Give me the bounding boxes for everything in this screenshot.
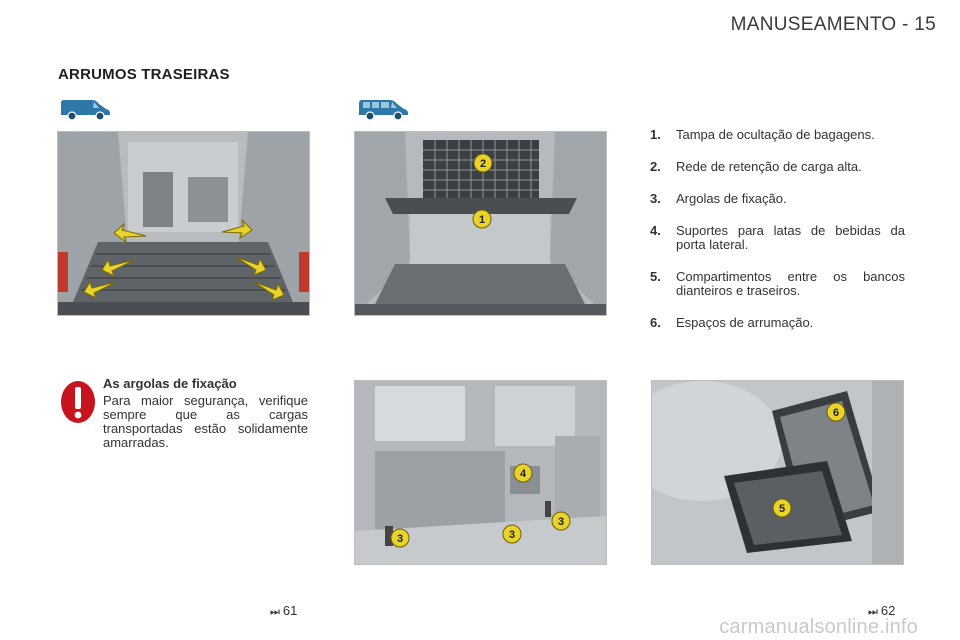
legend-item <box>650 192 905 206</box>
legend-number: 5. <box>650 269 661 284</box>
callout-label: 6 <box>832 407 840 419</box>
warning-title: As argolas de fixação <box>103 376 237 391</box>
legend-item <box>650 128 905 142</box>
legend-number: 2. <box>650 159 661 174</box>
callout-label: 4 <box>519 468 527 480</box>
warning-note <box>103 377 308 450</box>
callout-2 <box>473 153 493 178</box>
callout-label: 2 <box>479 158 487 170</box>
page-reference-left[interactable] <box>270 603 297 619</box>
legend-number: 4. <box>650 223 661 238</box>
callout-label: 1 <box>478 214 486 226</box>
callout-4 <box>513 463 533 488</box>
watermark: carmanualsonline.info <box>719 616 918 638</box>
legend-text: Suportes para latas de bebidas da porta lateral. <box>676 223 905 252</box>
legend-list <box>650 128 905 348</box>
van-icon <box>58 96 114 122</box>
callout-3c <box>551 511 571 536</box>
legend-number: 6. <box>650 315 661 330</box>
legend-text: Espaços de arrumação. <box>676 315 814 330</box>
legend-text: Rede de retenção de carga alta. <box>676 159 862 174</box>
callout-6 <box>826 402 846 427</box>
callout-3b <box>502 524 522 549</box>
legend-text: Argolas de fixação. <box>676 191 787 206</box>
page-ref-number: 62 <box>880 603 896 618</box>
legend-item <box>650 224 905 252</box>
legend-number: 3. <box>650 191 661 206</box>
legend-text: Tampa de ocultação de bagagens. <box>676 127 875 142</box>
callout-label: 3 <box>557 516 565 528</box>
exclamation-icon <box>60 380 96 424</box>
section-title: ARRUMOS TRASEIRAS <box>58 66 230 83</box>
callout-1 <box>472 209 492 234</box>
legend-item <box>650 160 905 174</box>
page-ref-number: 61 <box>282 603 298 618</box>
warning-text: Para maior segurança, verifique sempre que as cargas transportadas estão solidamente amarradas. <box>103 393 308 450</box>
passenger-van-icon <box>356 96 412 122</box>
cargo-floor-photo <box>57 131 310 316</box>
callout-label: 3 <box>508 529 516 541</box>
callout-label: 5 <box>778 503 786 515</box>
storage-compartment-photo <box>651 380 904 565</box>
legend-item <box>650 316 905 330</box>
legend-item <box>650 270 905 298</box>
skip-forward-icon: ⏭ <box>868 606 878 618</box>
callout-label: 3 <box>396 533 404 545</box>
page-title: MANUSEAMENTO - 15 <box>730 14 936 35</box>
callout-5 <box>772 498 792 523</box>
legend-text: Compartimentos entre os bancos dianteiros e traseiros. <box>676 269 905 298</box>
skip-forward-icon: ⏭ <box>270 606 280 618</box>
legend-number: 1. <box>650 127 661 142</box>
callout-3a <box>390 528 410 553</box>
